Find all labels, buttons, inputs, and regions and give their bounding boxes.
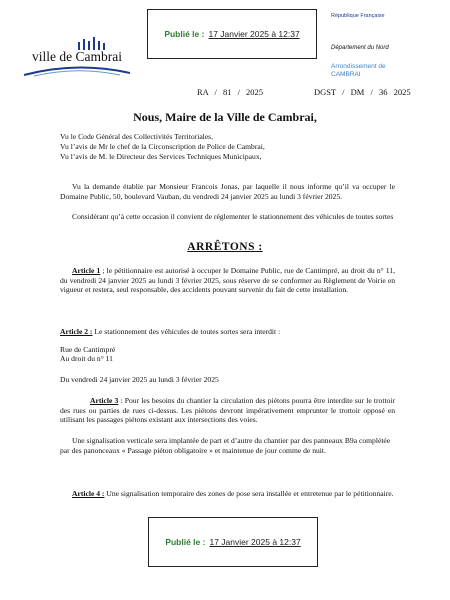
page-title: Nous, Maire de la Ville de Cambrai,	[133, 110, 317, 124]
city-logo	[32, 36, 132, 76]
visa-2: Vu l’avis de Mr le chef de la Circonscription de Police de Cambrai,	[60, 142, 265, 151]
article-4-label: Article 4 :	[72, 489, 105, 498]
departement-label: Département du Nord	[331, 45, 389, 51]
considerant-1	[60, 182, 395, 201]
ref-left: RA / 81 / 2025	[197, 87, 264, 97]
considerant-1-text: Vu la demande établie par Monsieur Francois Jonas, par laquelle il nous informe qu’il va occuper le Domaine Public, 50, boulevard Vauban, du vendredi 24 janvier 2025 au lundi 3 février 2025.	[60, 182, 395, 201]
article-3	[60, 396, 395, 425]
article-3-p2	[60, 436, 395, 455]
article-3-text: : Pour les besoins du chantier la circulation des piétons pourra être interdite sur le trottoir des rues ou parties de rues ci-dessus. Les piétons devront impérativement emprunter le trottoir opposé en utilisant les passages piétons existant aux intersections des voies.	[60, 396, 395, 424]
stamp-label: Publié le :	[164, 29, 205, 39]
visa-1: Vu le Code Général des Collectivités Territoriales,	[60, 132, 214, 141]
article-3-p2-text: Une signalisation verticale sera implantée de part et d’autre du chantier par des panneaux B9a complétée par des panonceaux « Passage piéton obligatoire » et maintenue de jour comme de nuit.	[60, 436, 391, 455]
article-2-period: Du vendredi 24 janvier 2025 au lundi 3 février 2025	[60, 375, 219, 384]
stamp-date: 17 Janvier 2025 à 12:37	[208, 29, 300, 39]
article-2-street: Rue de Cantimpré	[60, 345, 116, 354]
article-2-label: Article 2 :	[60, 327, 93, 336]
article-1	[60, 266, 395, 295]
article-2-number: Au droit du n° 11	[60, 354, 113, 363]
stamp-date: 17 Janvier 2025 à 12:37	[209, 537, 301, 547]
considerant-2	[60, 212, 395, 222]
article-2-text: Le stationnement des véhicules de toutes sortes sera interdit :	[92, 327, 281, 336]
visa-3: Vu l’avis de M. le Directeur des Services Techniques Municipaux,	[60, 152, 262, 161]
arretons-heading: ARRÊTONS :	[187, 241, 263, 253]
logo-text: ville de Cambrai	[32, 49, 122, 64]
ref-right: DGST / DM / 36 2025	[314, 87, 411, 97]
publication-stamp-top	[147, 9, 317, 59]
republique-label: République Française	[331, 13, 385, 19]
publication-stamp-bottom	[148, 517, 318, 567]
article-3-label: Article 3	[90, 396, 119, 405]
arrondissement-label: Arrondissement de CAMBRAI	[331, 63, 386, 78]
logo-swoosh-icon	[22, 63, 132, 77]
article-4	[60, 489, 395, 499]
considerant-2-text: Considérant qu’à cette occasion il convient de réglementer le stationnement des véhicules de toutes sortes	[72, 212, 394, 221]
article-4-text: Une signalisation temporaire des zones de pose sera installée et entretenue par le pétitionnaire.	[104, 489, 394, 498]
article-1-label: Article 1	[72, 266, 101, 275]
article-2	[60, 327, 395, 337]
stamp-label: Publié le :	[165, 537, 206, 547]
article-1-text: ; le pétitionnaire est autorisé à occuper le Domaine Public, rue de Cantimpré, au droit du n° 11, du vendredi 24 janvier 2025 au lundi 3 février 2025, sous réserve de se conformer au Règlement de Voirie en vigueur et restera, seul responsable, des accidents pouvant survenir du fait de cette installation.	[60, 266, 395, 294]
